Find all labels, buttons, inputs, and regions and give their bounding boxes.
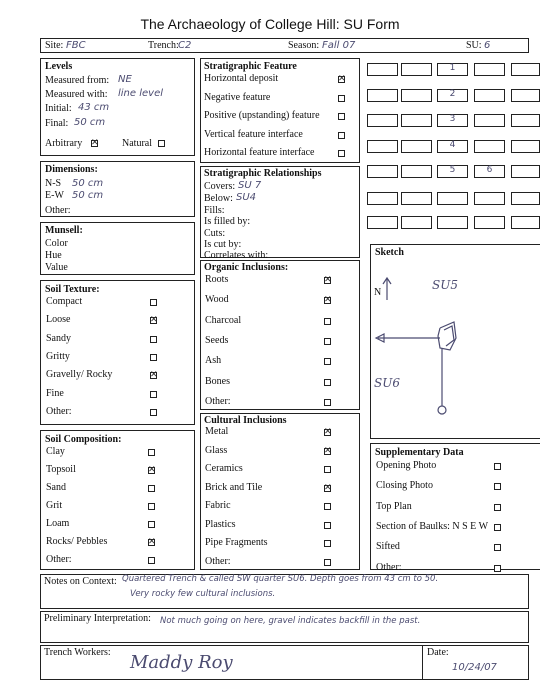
notes-line-2[interactable]: Very rocky few cultural inclusions. bbox=[130, 589, 276, 599]
soil-composition-sand-label: Sand bbox=[46, 482, 66, 493]
soil-composition-loam-checkbox[interactable] bbox=[148, 521, 155, 528]
cultural-inclusions-fabric-label: Fabric bbox=[205, 500, 231, 511]
unit-number: 2 bbox=[449, 89, 456, 99]
sketch-title: Sketch bbox=[375, 247, 404, 258]
is-filled-by-label: Is filled by: bbox=[204, 216, 251, 227]
initial-value[interactable]: 43 cm bbox=[78, 102, 110, 113]
organic-inclusions-seeds-checkbox[interactable] bbox=[324, 338, 331, 345]
site-label: Site: bbox=[45, 40, 64, 51]
stratigraphic-feature-positive-upstanding-feature-checkbox[interactable] bbox=[338, 113, 345, 120]
unit-cell-4-3[interactable] bbox=[474, 165, 505, 178]
cultural-inclusions-glass-checkbox[interactable]: ✕ bbox=[324, 445, 332, 456]
unit-cell-5-0[interactable] bbox=[367, 192, 398, 205]
stratigraphic-feature-positive-upstanding-feature-label: Positive (upstanding) feature bbox=[204, 110, 320, 121]
unit-cell-1-3[interactable] bbox=[474, 89, 505, 102]
su-value[interactable]: 6 bbox=[484, 40, 491, 51]
soil-composition-rocks-pebbles-checkbox[interactable]: ✕ bbox=[148, 537, 156, 547]
soil-texture-other-checkbox[interactable] bbox=[150, 409, 157, 416]
date-value[interactable]: 10/24/07 bbox=[452, 662, 497, 673]
unit-number: 6 bbox=[486, 165, 493, 175]
stratigraphic-feature-negative-feature-checkbox[interactable] bbox=[338, 95, 345, 102]
ns-value[interactable]: 50 cm bbox=[72, 178, 104, 189]
organic-inclusions-seeds-label: Seeds bbox=[205, 334, 229, 346]
dimensions-title: Dimensions: bbox=[45, 164, 98, 175]
soil-composition-loam-label: Loam bbox=[46, 518, 70, 529]
unit-cell-3-3[interactable] bbox=[474, 140, 505, 153]
soil-composition-clay-checkbox[interactable] bbox=[148, 449, 155, 456]
unit-number: 4 bbox=[449, 140, 456, 150]
correlates-label: Correlates with: bbox=[204, 250, 269, 261]
unit-cell-2-0[interactable] bbox=[367, 114, 398, 127]
cultural-inclusions-pipe-fragments-label: Pipe Fragments bbox=[205, 537, 268, 548]
unit-cell-2-1[interactable] bbox=[401, 114, 432, 127]
munsell-hue: Hue bbox=[45, 250, 62, 261]
arbitrary-label: Arbitrary bbox=[45, 138, 83, 149]
final-label: Final: bbox=[45, 118, 69, 129]
covers-label: Covers: bbox=[204, 181, 236, 192]
stratigraphic-feature-negative-feature-label: Negative feature bbox=[204, 91, 271, 103]
interpretation-label: Preliminary Interpretation: bbox=[44, 613, 151, 624]
unit-cell-2-2[interactable] bbox=[437, 114, 468, 127]
organic-inclusions-other-label: Other: bbox=[205, 395, 231, 407]
supplementary-section-of-baulks-n-s-e-w-checkbox[interactable] bbox=[494, 524, 501, 531]
interpretation-value[interactable]: Not much going on here, gravel indicates backfill in the past. bbox=[160, 616, 421, 626]
soil-texture-sandy-checkbox[interactable] bbox=[150, 336, 157, 343]
munsell-color: Color bbox=[45, 238, 68, 249]
soil-texture-sandy-label: Sandy bbox=[46, 332, 71, 344]
unit-cell-3-1[interactable] bbox=[401, 140, 432, 153]
supplementary-top-plan-label: Top Plan bbox=[376, 500, 412, 512]
soil-composition-topsoil-checkbox[interactable]: ✕ bbox=[148, 465, 156, 475]
soil-texture-loose-label: Loose bbox=[46, 314, 71, 326]
supplementary-top-plan-checkbox[interactable] bbox=[494, 504, 501, 511]
unit-number: 1 bbox=[449, 63, 456, 73]
workers-label: Trench Workers: bbox=[44, 647, 111, 658]
unit-cell-2-3[interactable] bbox=[474, 114, 505, 127]
fills-label: Fills: bbox=[204, 205, 225, 216]
levels-title: Levels bbox=[45, 61, 73, 72]
natural-checkbox[interactable] bbox=[158, 140, 165, 147]
cultural-inclusions-fabric-checkbox[interactable] bbox=[324, 503, 331, 510]
supplementary-closing-photo-checkbox[interactable] bbox=[494, 483, 501, 490]
unit-cell-4-4[interactable] bbox=[511, 165, 540, 178]
header-row bbox=[40, 38, 529, 53]
organic-inclusions-wood-checkbox[interactable]: ✕ bbox=[324, 295, 332, 306]
below-value[interactable]: SU4 bbox=[236, 192, 257, 203]
unit-cell-0-1[interactable] bbox=[401, 63, 432, 76]
is-cut-by-label: Is cut by: bbox=[204, 239, 242, 250]
season-value[interactable]: Fall 07 bbox=[322, 40, 356, 51]
cultural-inclusions-other-checkbox[interactable] bbox=[324, 559, 331, 566]
arbitrary-checkbox[interactable]: ✕ bbox=[91, 138, 99, 148]
unit-cell-3-4[interactable] bbox=[511, 140, 540, 153]
cultural-inclusions-ceramics-label: Ceramics bbox=[205, 463, 243, 474]
unit-cell-0-2[interactable] bbox=[437, 63, 468, 76]
cultural-inclusions-plastics-label: Plastics bbox=[205, 518, 236, 530]
unit-cell-1-4[interactable] bbox=[511, 89, 540, 102]
soil-composition-other-checkbox[interactable] bbox=[148, 557, 155, 564]
unit-cell-3-2[interactable] bbox=[437, 140, 468, 153]
ew-label: E-W bbox=[45, 190, 64, 201]
organic-inclusions-bones-label: Bones bbox=[205, 375, 230, 387]
supplementary-title: Supplementary Data bbox=[375, 447, 464, 458]
unit-cell-0-3[interactable] bbox=[474, 63, 505, 76]
unit-cell-6-2[interactable] bbox=[437, 216, 468, 229]
unit-cell-6-0[interactable] bbox=[367, 216, 398, 229]
cultural-inclusions-metal-label: Metal bbox=[205, 426, 229, 437]
organic-inclusions-wood-label: Wood bbox=[205, 294, 229, 306]
stratigraphic-feature-vertical-feature-interface-checkbox[interactable] bbox=[338, 132, 345, 139]
unit-cell-6-3[interactable] bbox=[474, 216, 505, 229]
supplementary-closing-photo-label: Closing Photo bbox=[376, 480, 433, 492]
unit-number: 3 bbox=[449, 114, 456, 124]
stratigraphic-feature-horizontal-deposit-checkbox[interactable]: ✕ bbox=[338, 74, 346, 84]
unit-cell-2-4[interactable] bbox=[511, 114, 540, 127]
ns-label: N-S bbox=[45, 178, 62, 189]
unit-cell-5-2[interactable] bbox=[437, 192, 468, 205]
unit-cell-1-0[interactable] bbox=[367, 89, 398, 102]
munsell-value: Value bbox=[45, 262, 68, 273]
dimensions-other-label: Other: bbox=[45, 205, 71, 216]
soil-composition-title: Soil Composition: bbox=[45, 434, 122, 445]
munsell-title: Munsell: bbox=[45, 225, 83, 236]
soil-texture-compact-checkbox[interactable] bbox=[150, 299, 157, 306]
sketch-drawing bbox=[370, 270, 520, 420]
measured-from-value[interactable]: NE bbox=[118, 74, 132, 85]
measured-with-value[interactable]: line level bbox=[118, 88, 164, 99]
workers-value[interactable]: Maddy Roy bbox=[130, 652, 233, 673]
stratigraphic-feature-horizontal-feature-interface-label: Horizontal feature interface bbox=[204, 147, 315, 158]
stratigraphic-feature-horizontal-feature-interface-checkbox[interactable] bbox=[338, 150, 345, 157]
unit-cell-0-4[interactable] bbox=[511, 63, 540, 76]
cultural-inclusions-metal-checkbox[interactable]: ✕ bbox=[324, 427, 332, 437]
below-label: Below: bbox=[204, 193, 233, 204]
soil-composition-other-label: Other: bbox=[46, 554, 72, 565]
ew-value[interactable]: 50 cm bbox=[72, 190, 104, 201]
supplementary-sifted-label: Sifted bbox=[376, 541, 400, 553]
stratigraphic-feature-title: Stratigraphic Feature bbox=[204, 61, 297, 72]
organic-inclusions-roots-checkbox[interactable]: ✕ bbox=[324, 275, 332, 285]
stratigraphic-feature-vertical-feature-interface-label: Vertical feature interface bbox=[204, 128, 303, 140]
unit-cell-6-1[interactable] bbox=[401, 216, 432, 229]
soil-composition-grit-checkbox[interactable] bbox=[148, 503, 155, 510]
date-label: Date: bbox=[427, 647, 449, 658]
cultural-inclusions-ceramics-checkbox[interactable] bbox=[324, 466, 331, 473]
cultural-inclusions-other-label: Other: bbox=[205, 555, 231, 567]
measured-with-label: Measured with: bbox=[45, 89, 108, 100]
cultural-inclusions-title: Cultural Inclusions bbox=[204, 415, 287, 426]
notes-line-1[interactable]: Quartered Trench & called SW quarter SU6. Depth goes from 43 cm to 50. bbox=[122, 574, 439, 584]
unit-cell-5-1[interactable] bbox=[401, 192, 432, 205]
unit-cell-6-4[interactable] bbox=[511, 216, 540, 229]
supplementary-sifted-checkbox[interactable] bbox=[494, 544, 501, 551]
supplementary-section-of-baulks-n-s-e-w-label: Section of Baulks: N S E W bbox=[376, 520, 489, 532]
organic-inclusions-roots-label: Roots bbox=[205, 274, 229, 285]
form-title: The Archaeology of College Hill: SU Form bbox=[140, 16, 400, 32]
cultural-inclusions-brick-and-tile-checkbox[interactable]: ✕ bbox=[324, 482, 332, 493]
cultural-inclusions-pipe-fragments-checkbox[interactable] bbox=[324, 540, 331, 547]
unit-cell-4-0[interactable] bbox=[367, 165, 398, 178]
trench-value[interactable]: C2 bbox=[178, 40, 192, 51]
soil-texture-gritty-label: Gritty bbox=[46, 350, 70, 362]
unit-cell-3-0[interactable] bbox=[367, 140, 398, 153]
soil-texture-gravelly-rocky-checkbox[interactable]: ✕ bbox=[150, 370, 158, 381]
cuts-label: Cuts: bbox=[204, 228, 226, 239]
unit-cell-4-2[interactable] bbox=[437, 165, 468, 178]
feature-inner bbox=[444, 326, 454, 346]
soil-texture-title: Soil Texture: bbox=[45, 284, 100, 295]
soil-texture-fine-checkbox[interactable] bbox=[150, 391, 157, 398]
soil-composition-rocks-pebbles-label: Rocks/ Pebbles bbox=[46, 536, 108, 547]
unit-cell-1-1[interactable] bbox=[401, 89, 432, 102]
workers-date-divider bbox=[422, 645, 423, 680]
organic-inclusions-charcoal-checkbox[interactable] bbox=[324, 318, 331, 325]
soil-texture-other-label: Other: bbox=[46, 405, 72, 417]
soil-texture-compact-label: Compact bbox=[46, 296, 83, 307]
cultural-inclusions-brick-and-tile-label: Brick and Tile bbox=[205, 481, 263, 493]
soil-texture-loose-checkbox[interactable]: ✕ bbox=[150, 315, 158, 326]
supplementary-other-checkbox[interactable] bbox=[494, 565, 501, 572]
notes-label: Notes on Context: bbox=[44, 576, 117, 587]
stratigraphic-relationships-title: Stratigraphic Relationships bbox=[204, 168, 322, 179]
initial-label: Initial: bbox=[45, 103, 72, 114]
site-value[interactable]: FBC bbox=[66, 40, 86, 51]
stratigraphic-feature-horizontal-deposit-label: Horizontal deposit bbox=[204, 73, 279, 84]
organic-inclusions-ash-checkbox[interactable] bbox=[324, 358, 331, 365]
organic-inclusions-bones-checkbox[interactable] bbox=[324, 379, 331, 386]
final-value[interactable]: 50 cm bbox=[74, 117, 106, 128]
supplementary-other-label: Other: bbox=[376, 561, 402, 573]
supplementary-opening-photo-checkbox[interactable] bbox=[494, 463, 501, 470]
organic-inclusions-ash-label: Ash bbox=[205, 355, 222, 367]
unit-cell-1-2[interactable] bbox=[437, 89, 468, 102]
su6-label: SU6 bbox=[374, 376, 400, 390]
unit-cell-5-4[interactable] bbox=[511, 192, 540, 205]
supplementary-opening-photo-label: Opening Photo bbox=[376, 460, 437, 471]
unit-cell-5-3[interactable] bbox=[474, 192, 505, 205]
soil-composition-topsoil-label: Topsoil bbox=[46, 464, 76, 475]
organic-inclusions-other-checkbox[interactable] bbox=[324, 399, 331, 406]
measured-from-label: Measured from: bbox=[45, 75, 110, 86]
season-label: Season: bbox=[288, 40, 320, 51]
soil-composition-grit-label: Grit bbox=[46, 500, 63, 511]
organic-inclusions-charcoal-label: Charcoal bbox=[205, 314, 242, 326]
natural-label: Natural bbox=[122, 138, 152, 149]
cultural-inclusions-glass-label: Glass bbox=[205, 444, 228, 456]
trench-label: Trench: bbox=[148, 40, 179, 51]
su5-label: SU5 bbox=[432, 278, 458, 292]
unit-number: 5 bbox=[449, 165, 456, 175]
unit-cell-4-1[interactable] bbox=[401, 165, 432, 178]
cultural-inclusions-plastics-checkbox[interactable] bbox=[324, 522, 331, 529]
north-label: N bbox=[374, 287, 382, 298]
organic-inclusions-title: Organic Inclusions: bbox=[204, 262, 289, 273]
soil-composition-sand-checkbox[interactable] bbox=[148, 485, 155, 492]
unit-cell-0-0[interactable] bbox=[367, 63, 398, 76]
soil-texture-gritty-checkbox[interactable] bbox=[150, 354, 157, 361]
su-label: SU: bbox=[466, 40, 482, 51]
soil-texture-fine-label: Fine bbox=[46, 387, 64, 399]
soil-composition-clay-label: Clay bbox=[46, 446, 65, 457]
south-marker-icon bbox=[438, 406, 446, 414]
covers-value[interactable]: SU 7 bbox=[238, 180, 262, 191]
soil-texture-gravelly-rocky-label: Gravelly/ Rocky bbox=[46, 369, 113, 381]
